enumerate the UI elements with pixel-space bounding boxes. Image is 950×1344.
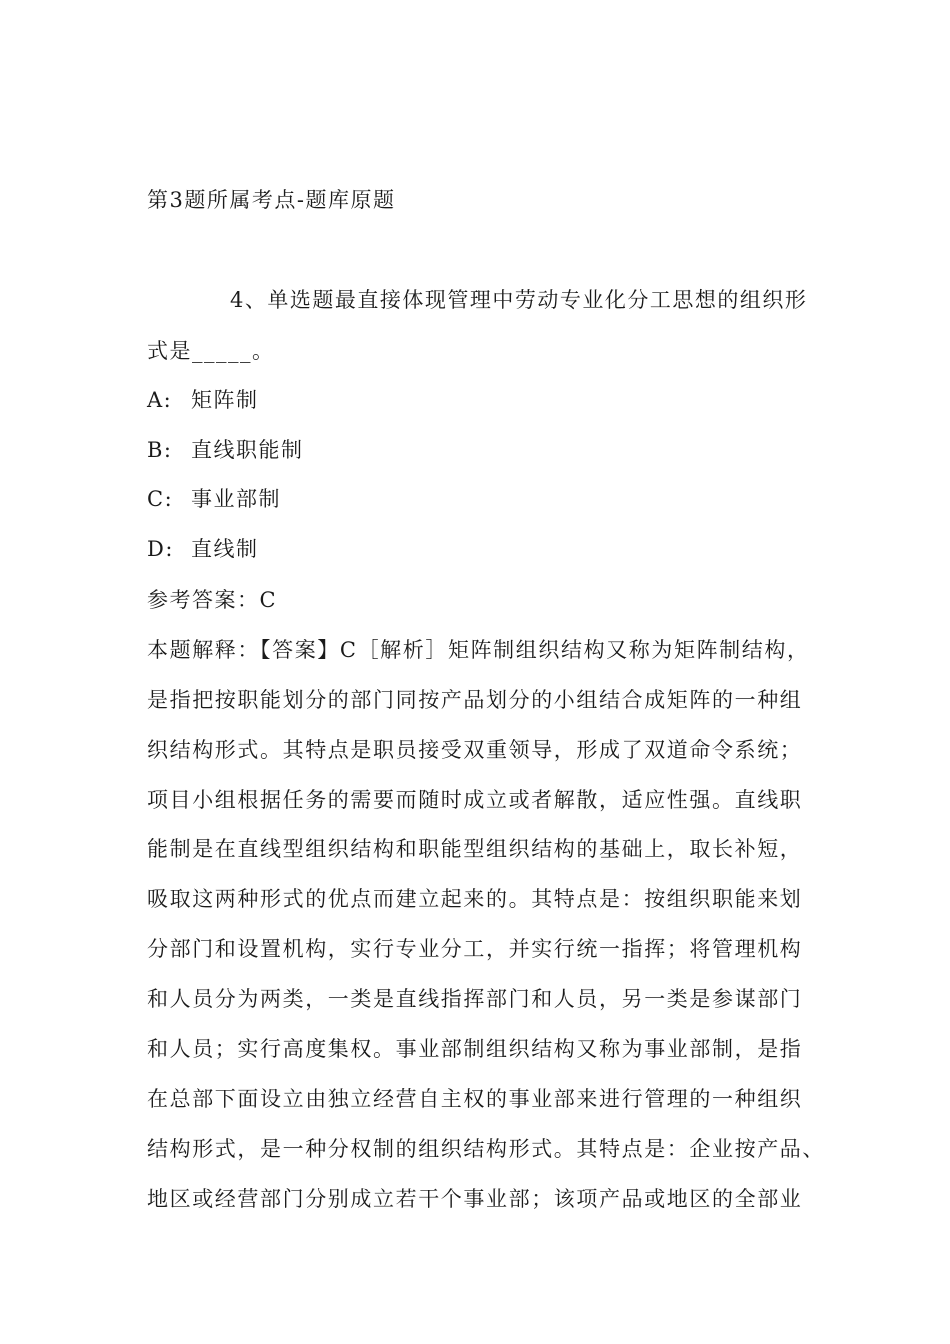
question-text-line-2: 式是_____。 bbox=[147, 339, 275, 363]
option-a-text: 矩阵制 bbox=[191, 388, 259, 412]
explanation-line-10: 在总部下面设立由独立经营自主权的事业部来进行管理的一种组织 bbox=[147, 1087, 803, 1111]
explanation-line-3: 织结构形式。其特点是职员接受双重领导，形成了双道命令系统； bbox=[147, 738, 803, 762]
option-a-label: A: bbox=[147, 388, 173, 412]
option-d bbox=[147, 535, 259, 563]
option-d-label: D: bbox=[147, 537, 174, 561]
option-c bbox=[147, 485, 281, 513]
explanation-line-8: 和人员分为两类，一类是直线指挥部门和人员，另一类是参谋部门 bbox=[147, 987, 803, 1011]
explanation-line-5: 能制是在直线型组织结构和职能型组织结构的基础上，取长补短， bbox=[147, 837, 803, 861]
option-c-text: 事业部制 bbox=[191, 487, 281, 511]
explanation-line-11: 结构形式，是一种分权制的组织结构形式。其特点是：企业按产品、 bbox=[147, 1137, 825, 1161]
explanation-line-1: 本题解释：【答案】C［解析］矩阵制组织结构又称为矩阵制结构， bbox=[147, 638, 810, 662]
option-b bbox=[147, 436, 304, 464]
option-a bbox=[147, 386, 259, 414]
explanation-line-6: 吸取这两种形式的优点而建立起来的。其特点是：按组织职能来划 bbox=[147, 887, 803, 911]
explanation-line-12: 地区或经营部门分别成立若干个事业部；该项产品或地区的全部业 bbox=[147, 1187, 803, 1211]
explanation-line-2: 是指把按职能划分的部门同按产品划分的小组结合成矩阵的一种组 bbox=[147, 688, 803, 712]
explanation-line-7: 分部门和设置机构，实行专业分工，并实行统一指挥；将管理机构 bbox=[147, 937, 803, 961]
explanation-line-9: 和人员；实行高度集权。事业部制组织结构又称为事业部制，是指 bbox=[147, 1037, 803, 1061]
source-line: 第3题所属考点-题库原题 bbox=[147, 188, 396, 212]
question-text-line-1: 4、单选题最直接体现管理中劳动专业化分工思想的组织形 bbox=[230, 288, 808, 312]
option-c-label: C: bbox=[147, 487, 174, 511]
explanation-line-4: 项目小组根据任务的需要而随时成立或者解散，适应性强。直线职 bbox=[147, 788, 803, 812]
option-d-text: 直线制 bbox=[191, 537, 259, 561]
answer-line: 参考答案：C bbox=[147, 588, 278, 612]
option-b-label: B: bbox=[147, 438, 173, 462]
option-b-text: 直线职能制 bbox=[191, 438, 304, 462]
